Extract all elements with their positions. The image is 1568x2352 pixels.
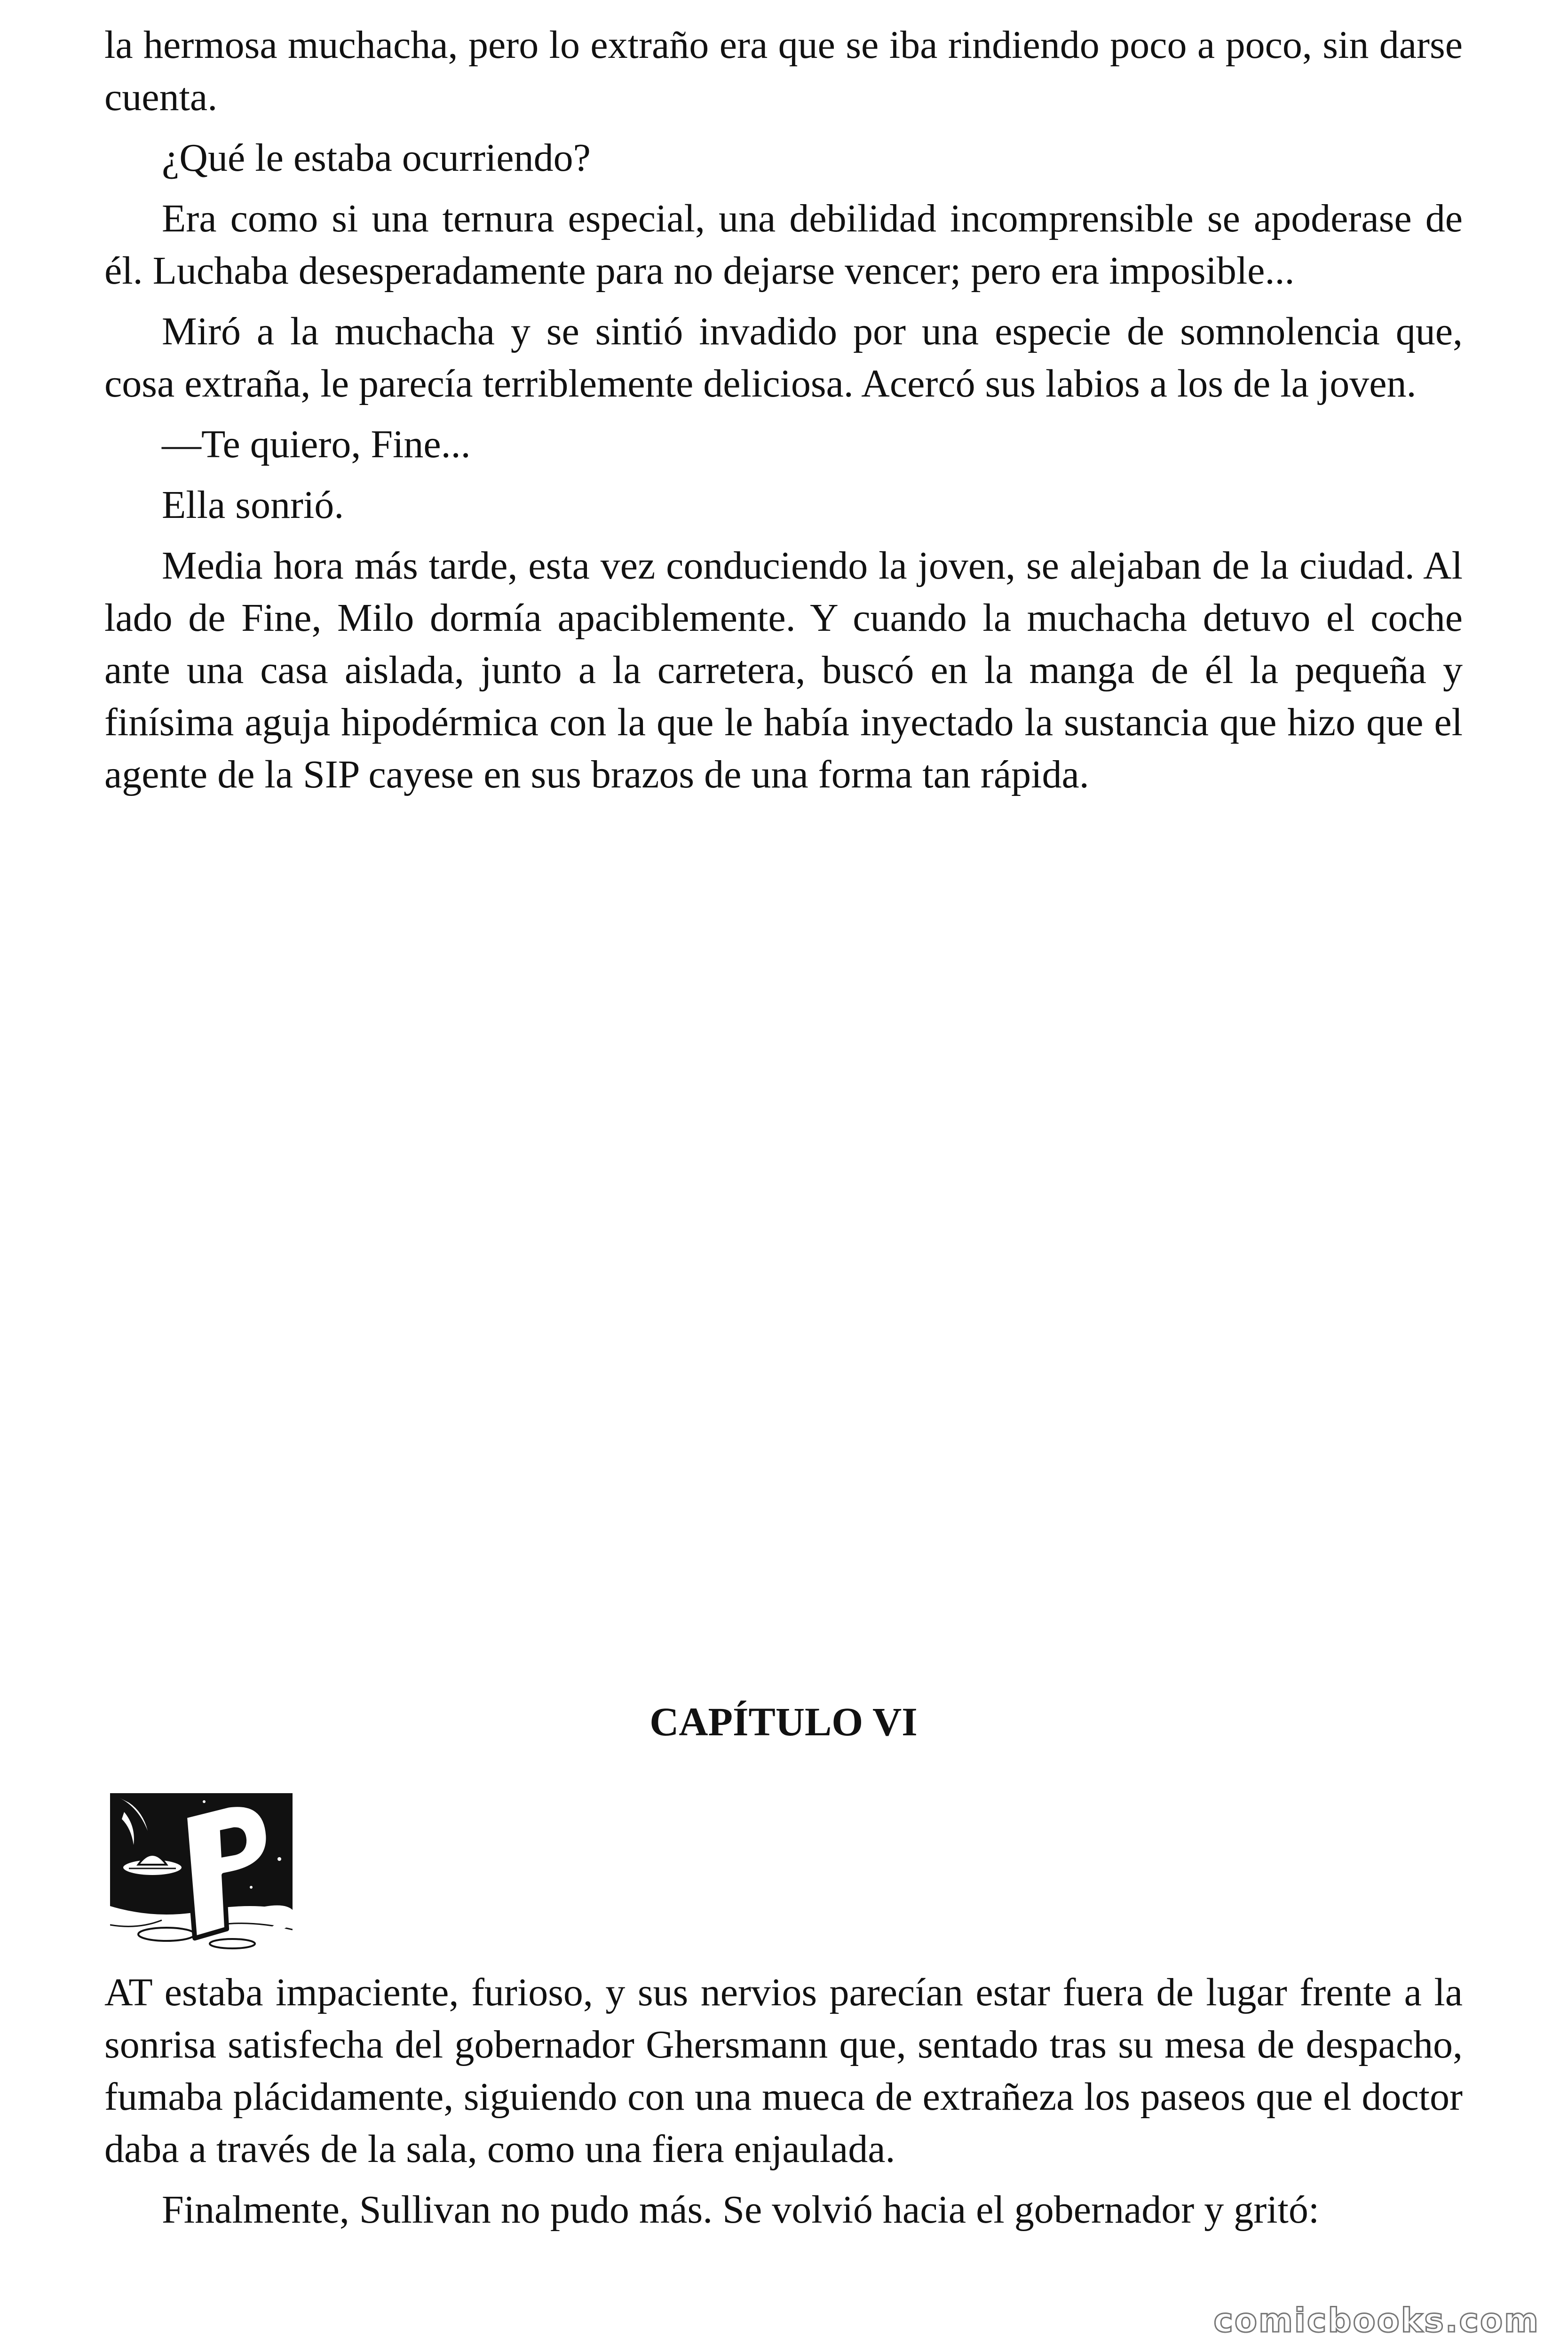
dropcap-illustration [110, 1793, 293, 1963]
chapter-start-text [104, 1966, 1463, 2244]
paragraph: AT estaba impaciente, furioso, y sus nervios parecían estar fuera de lugar frente a la sonrisa satisfecha del gobernador Ghersmann que, sentado tras su mesa de despacho, fumaba plácidamente, siguiendo con una mueca de extrañeza los paseos que el doctor daba a través de la sala, como una fiera enjaulada. [104, 1971, 1463, 2171]
chapter-end-text [104, 19, 1463, 809]
chapter-title: CAPÍTULO VI [649, 1699, 918, 1744]
watermark-logo: comicbooks.com [1213, 2301, 1540, 2340]
paragraph: la hermosa muchacha, pero lo extraño era que se iba rindiendo poco a poco, sin darse cuenta. [104, 23, 1463, 119]
paragraph: Era como si una ternura especial, una debilidad incomprensible se apoderase de él. Luchaba desesperadamente para no dejarse vencer; pero era imposible... [104, 197, 1463, 293]
paragraph: Finalmente, Sullivan no pudo más. Se volvió hacia el gobernador y gritó: [162, 2188, 1320, 2232]
paragraph: Media hora más tarde, esta vez conduciendo la joven, se alejaban de la ciudad. Al lado de Fine, Milo dormía apaciblemente. Y cuando la muchacha detuvo el coche ante una casa aislada, junto a la carretera, buscó en la manga de él la pequeña y finísima aguja hipodérmica con la que le había inyectado la sustancia que hizo que el agente de la SIP cayese en sus brazos de una forma tan rápida. [104, 544, 1463, 796]
paragraph: ¿Qué le estaba ocurriendo? [162, 136, 591, 180]
paragraph: Ella sonrió. [162, 483, 344, 527]
paragraph: Miró a la muchacha y se sintió invadido por una especie de somnolencia que, cosa extraña, le parecía terriblemente deliciosa. Acercó sus labios a los de la joven. [104, 310, 1463, 405]
paragraph: —Te quiero, Fine... [162, 422, 471, 466]
